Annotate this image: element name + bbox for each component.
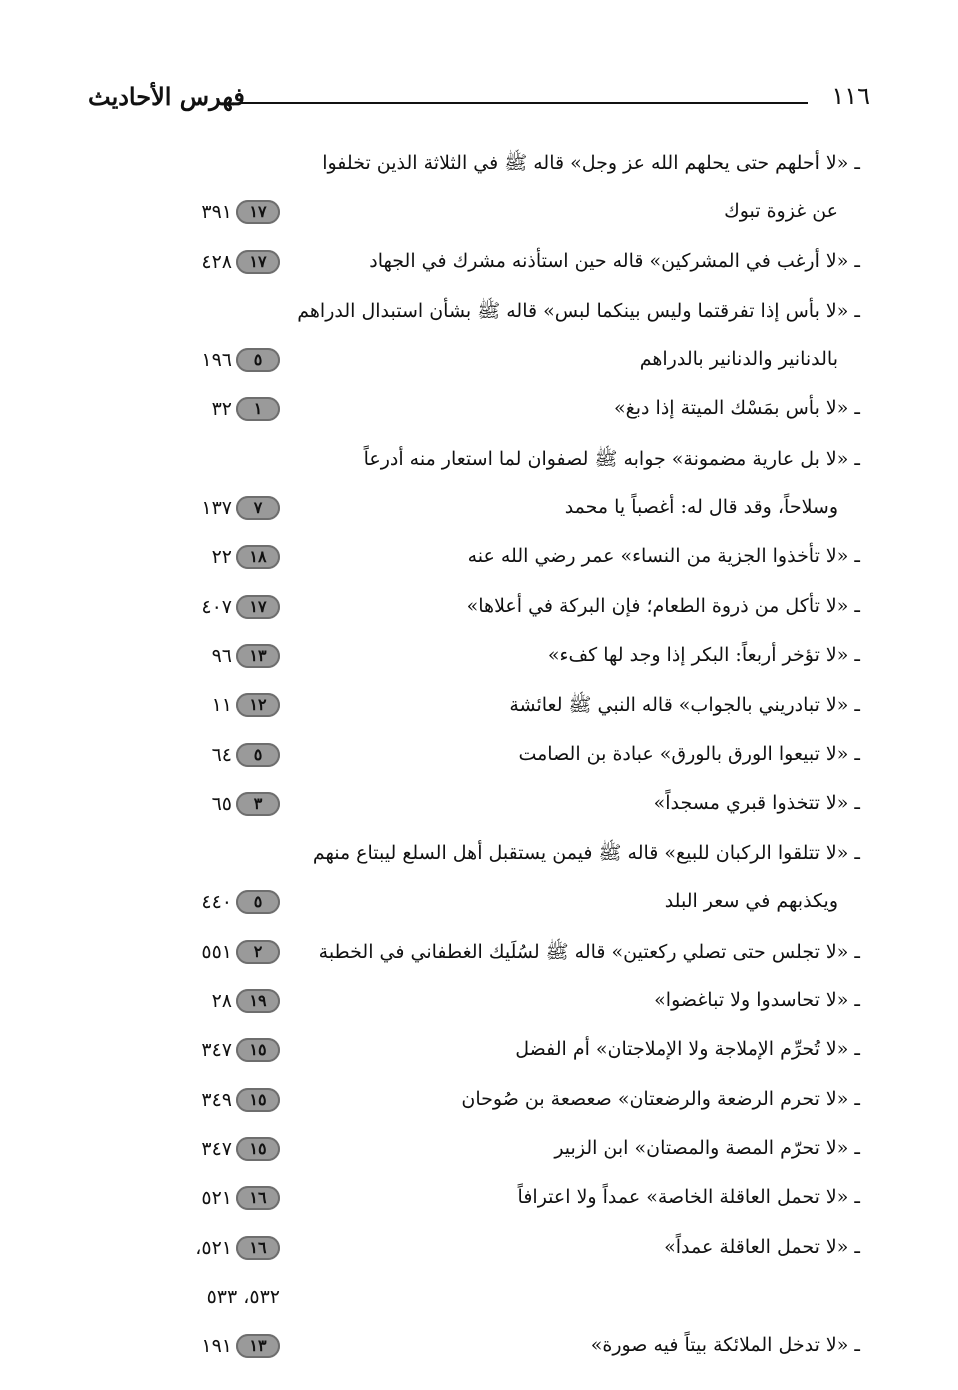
entry-text: ـ «لا تبيعوا الورق بالورق» عبادة بن الصامت [518,742,860,765]
entry-text: ـ «لا أرغب في المشركين» قاله حين استأذنه مشرك في الجهاد [369,249,860,272]
index-entry [0,981,958,1030]
entry-text: ـ «لا تؤخر أربعاً: البكر إذا وجد لها كفء» [547,643,860,666]
page-reference: ٥٥١ [201,940,232,963]
page-reference: ٥٣٢، ٥٣٣ [206,1285,280,1308]
index-entry [0,1326,958,1375]
entry-text: ـ «لا تأكل من ذروة الطعام؛ فإن البركة في أعلاها» [466,594,860,617]
entry-text: ـ «لا تجلس حتى تصلي ركعتين» قاله ﷺ لسُلَيك الغطفاني في الخطبة [318,940,860,963]
entry-reference [120,940,280,964]
index-entry [0,1277,958,1326]
entry-continuation-text: وسلاحاً، وقد قال له: أغصباً يا محمد [564,496,838,519]
index-entry [0,389,958,438]
page-reference: ١٩١ [201,1335,232,1358]
volume-badge: ١٩ [236,989,280,1013]
volume-badge: ١٥ [236,1088,280,1112]
volume-badge: ١٧ [236,595,280,619]
index-entry [0,1030,958,1079]
entry-text: ـ «لا تأخذوا الجزية من النساء» عمر رضي الله عنه [467,545,860,568]
entry-reference [120,644,280,668]
volume-badge: ٥ [236,743,280,767]
index-entry [0,192,958,241]
entry-reference [120,792,280,816]
volume-badge: ١٥ [236,1038,280,1062]
index-entry [0,340,958,389]
entry-reference [120,348,280,372]
index-entry [0,1228,958,1277]
volume-badge: ١٥ [236,1137,280,1161]
entry-reference [120,743,280,767]
page-reference: ٦٤ [211,743,232,766]
page-reference: ٣٢ [211,398,232,421]
index-entry [0,784,958,833]
entry-continuation-text: ويكذبهم في سعر البلد [664,890,838,913]
index-entry [0,291,958,340]
index-entry [0,636,958,685]
entry-reference [120,1137,280,1161]
volume-badge: ١٢ [236,693,280,717]
index-entry [0,1080,958,1129]
page-reference: ١٣٧ [201,497,232,520]
entry-text: ـ «لا بأس إذا تفرقتما وليس بينكما لبس» قاله ﷺ بشأن استبدال الدراهم [297,299,860,322]
entry-reference [120,1285,280,1308]
entry-reference [120,693,280,717]
entry-reference [120,1088,280,1112]
volume-badge: ١٨ [236,545,280,569]
entry-text: ـ «لا تدخل الملائكة بيتاً فيه صورة» [590,1334,860,1357]
volume-badge: ٥ [236,348,280,372]
entry-reference [120,595,280,619]
index-entry [0,685,958,734]
page-reference: ٢٢ [211,546,232,569]
page-reference: ٤٤٠ [201,891,232,914]
entry-text: ـ «لا بأس بمَسْك الميتة إذا دبغ» [614,397,860,420]
volume-badge: ١٦ [236,1236,280,1260]
volume-badge: ١٣ [236,1334,280,1358]
volume-badge: ٢ [236,940,280,964]
entry-reference [120,397,280,421]
entry-text: ـ «لا بل عارية مضمونة» جوابه ﷺ لصفوان لما استعار منه أدرعاً [363,447,860,470]
volume-badge: ١٣ [236,644,280,668]
page-reference: ٩٦ [211,644,232,667]
volume-badge: ٥ [236,890,280,914]
index-entry [0,587,958,636]
entry-text: ـ «لا تتخذوا قبري مسجداً» [653,791,860,814]
index-entry [0,537,958,586]
entry-text: ـ «لا تحمل العاقلة الخاصة» عمداً ولا اعترافاً [517,1186,860,1209]
entry-text: ـ «لا تحرّم المصة والمصتان» ابن الزبير [554,1136,860,1159]
entry-text: ـ «لا أحلهم حتى يحلهم الله عز وجل» قاله ﷺ في الثلاثة الذين تخلفوا [322,152,860,174]
page-reference: ٥٢١ [201,1187,232,1210]
entry-text: ـ «لا تُحرِّم الإملاجة ولا الإملاجتان» أم الفضل [515,1038,860,1061]
volume-badge: ١٦ [236,1186,280,1210]
entry-continuation-text: عن غزوة تبوك [724,200,838,223]
index-entry [0,143,958,192]
entry-reference [120,1038,280,1062]
index-title: فهرس الأحاديث [88,82,245,111]
index-entry [0,242,958,291]
entry-text: ـ «لا تبادريني بالجواب» قاله النبي ﷺ لعائشة [509,694,860,717]
index-entry [0,1129,958,1178]
page-number: ١١٦ [831,82,870,110]
entry-text: ـ «لا تحرم الرضعة والرضعتان» صعصعة بن صُوحان [461,1087,860,1110]
index-entry [0,932,958,981]
index-entry [0,882,958,931]
index-entry [0,833,958,882]
entry-reference [120,1186,280,1210]
index-entry [0,488,958,537]
volume-badge: ١ [236,397,280,421]
index-entry [0,1178,958,1227]
entry-reference [120,1236,280,1260]
index-entry [0,439,958,488]
page-reference: ٣٩١ [201,201,232,224]
header-rule [240,102,808,104]
entry-text: ـ «لا تتلقوا الركبان للبيع» قاله ﷺ فيمن يستقبل أهل السلع ليبتاع منهم [312,842,860,865]
page-reference: ٤٠٧ [201,595,232,618]
entry-reference [120,200,280,224]
index-entry [0,735,958,784]
volume-badge: ٣ [236,792,280,816]
entry-reference [120,989,280,1013]
page-reference: ٣٤٧ [201,1137,232,1160]
entry-text: ـ «لا تحاسدوا ولا تباغضوا» [654,989,860,1012]
volume-badge: ١٧ [236,200,280,224]
hadith-index-list [0,143,958,1375]
entry-continuation-text: بالدنانير والدنانير بالدراهم [639,348,838,371]
page-header [88,82,870,122]
entry-reference [120,250,280,274]
entry-reference [120,545,280,569]
volume-badge: ٧ [236,496,280,520]
entry-text: ـ «لا تحمل العاقلة عمداً» [664,1235,860,1258]
entry-reference [120,890,280,914]
volume-badge: ١٧ [236,250,280,274]
page-reference: ٥٢١، [195,1236,232,1259]
page-reference: ٣٤٧ [201,1039,232,1062]
page-reference: ١٩٦ [201,349,232,372]
entry-reference [120,496,280,520]
page-reference: ٤٢٨ [201,250,232,273]
page-reference: ١١ [211,694,232,717]
page-reference: ٦٥ [211,792,232,815]
page-reference: ٢٨ [211,990,232,1013]
entry-reference [120,1334,280,1358]
page-reference: ٣٤٩ [201,1088,232,1111]
